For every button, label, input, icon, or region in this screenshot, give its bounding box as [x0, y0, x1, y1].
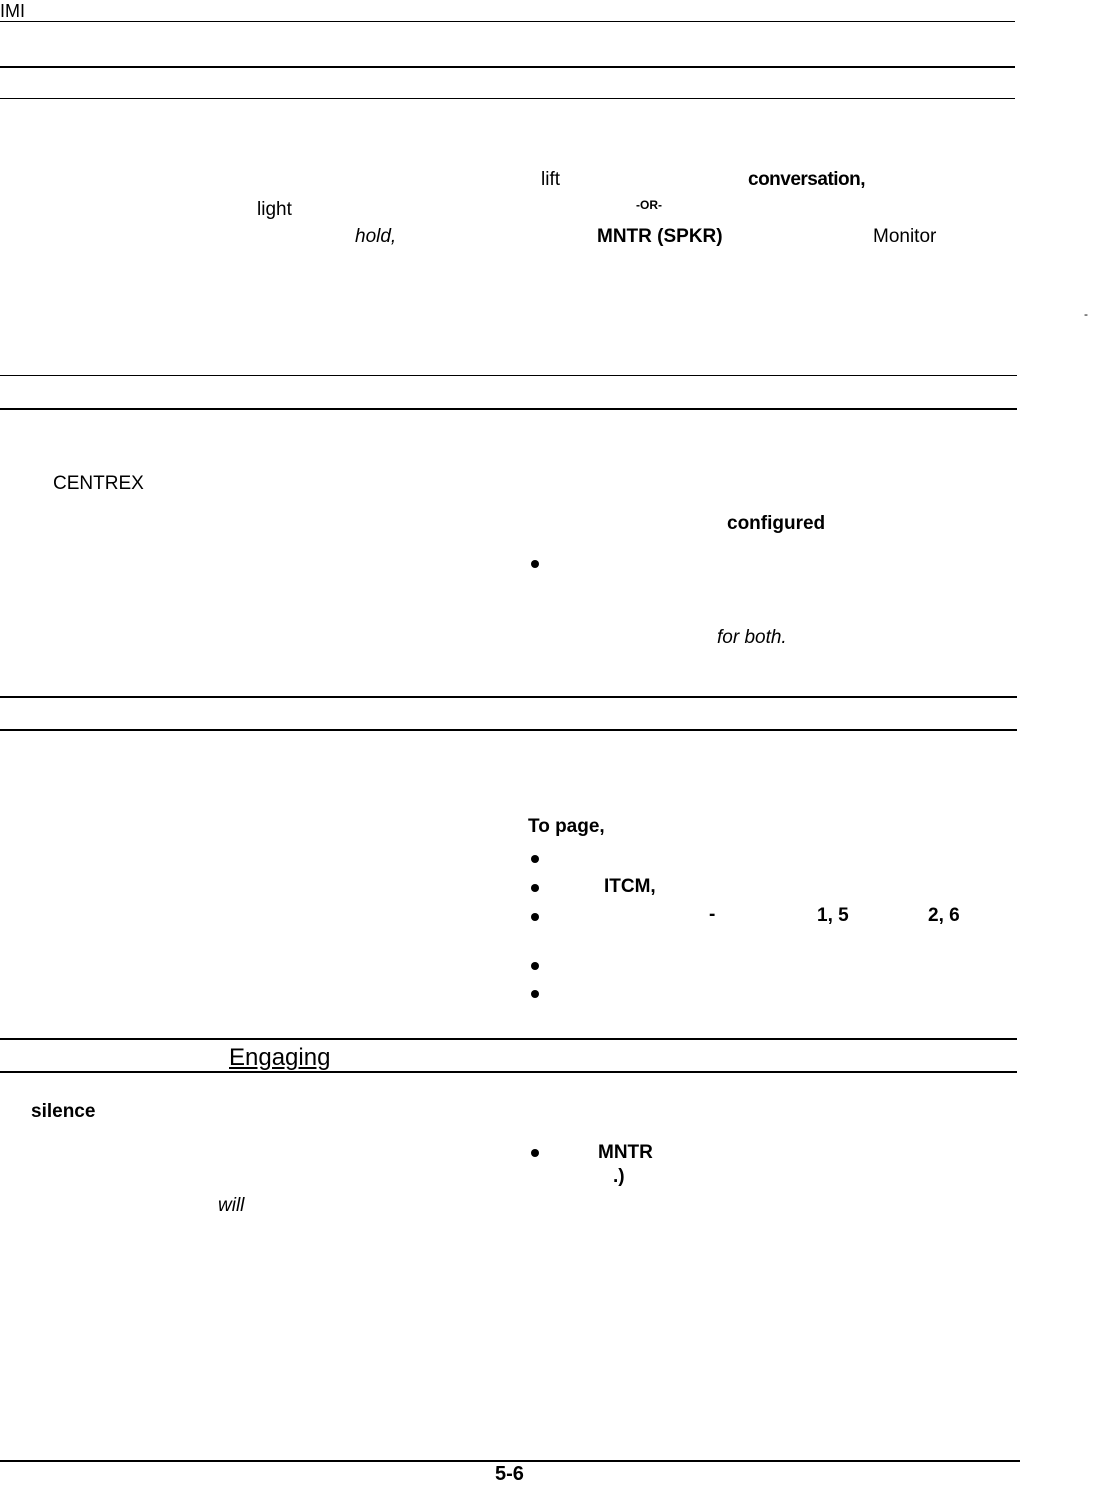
- header-code: IMI: [0, 1, 25, 21]
- text-mntr: MNTR: [598, 1142, 653, 1163]
- section1-top-rule: [0, 66, 1015, 68]
- section3-heading-rule: [0, 729, 1017, 731]
- header-rule: [0, 21, 1015, 22]
- section2-heading-rule: [0, 408, 1017, 410]
- text-for-both: for both.: [717, 627, 787, 648]
- footer-rule: [0, 1460, 1020, 1462]
- text-will: will: [218, 1195, 245, 1216]
- section2-top-rule: [0, 375, 1017, 376]
- text-silence: silence: [31, 1101, 96, 1122]
- text-centrex: CENTREX: [53, 473, 144, 494]
- bullet-dot: [531, 884, 539, 892]
- section4-heading-rule: [0, 1071, 1017, 1073]
- page-number: 5-6: [495, 1463, 524, 1485]
- text-monitor: Monitor: [873, 226, 937, 247]
- or-separator: -OR-: [636, 198, 662, 212]
- text-zones-a: 1, 5: [817, 905, 849, 926]
- bullet-dot: [531, 1149, 539, 1157]
- text-configured: configured: [727, 513, 826, 534]
- text-zones-b: 2, 6: [928, 905, 960, 926]
- section4-heading-fragment: Engaging: [229, 1044, 331, 1071]
- text-dash: -: [709, 904, 716, 925]
- text-mntr-spkr: MNTR (SPKR): [597, 226, 723, 247]
- text-to-page: To page,: [528, 816, 605, 837]
- margin-mark: -: [1084, 307, 1088, 321]
- text-conversation: conversation,: [748, 169, 866, 190]
- text-light: light: [257, 199, 292, 220]
- bullet-dot: [531, 855, 539, 863]
- bullet-dot: [531, 560, 539, 568]
- bullet-dot: [531, 962, 539, 970]
- section1-heading-rule: [0, 98, 1015, 99]
- section3-top-rule: [0, 696, 1017, 698]
- text-paren-close: .): [613, 1166, 625, 1187]
- text-itcm: ITCM,: [604, 876, 656, 897]
- bullet-dot: [531, 913, 539, 921]
- text-hold: hold,: [355, 226, 397, 247]
- bullet-dot: [531, 990, 539, 998]
- section4-top-rule: [0, 1038, 1017, 1040]
- text-lift: lift: [541, 169, 560, 190]
